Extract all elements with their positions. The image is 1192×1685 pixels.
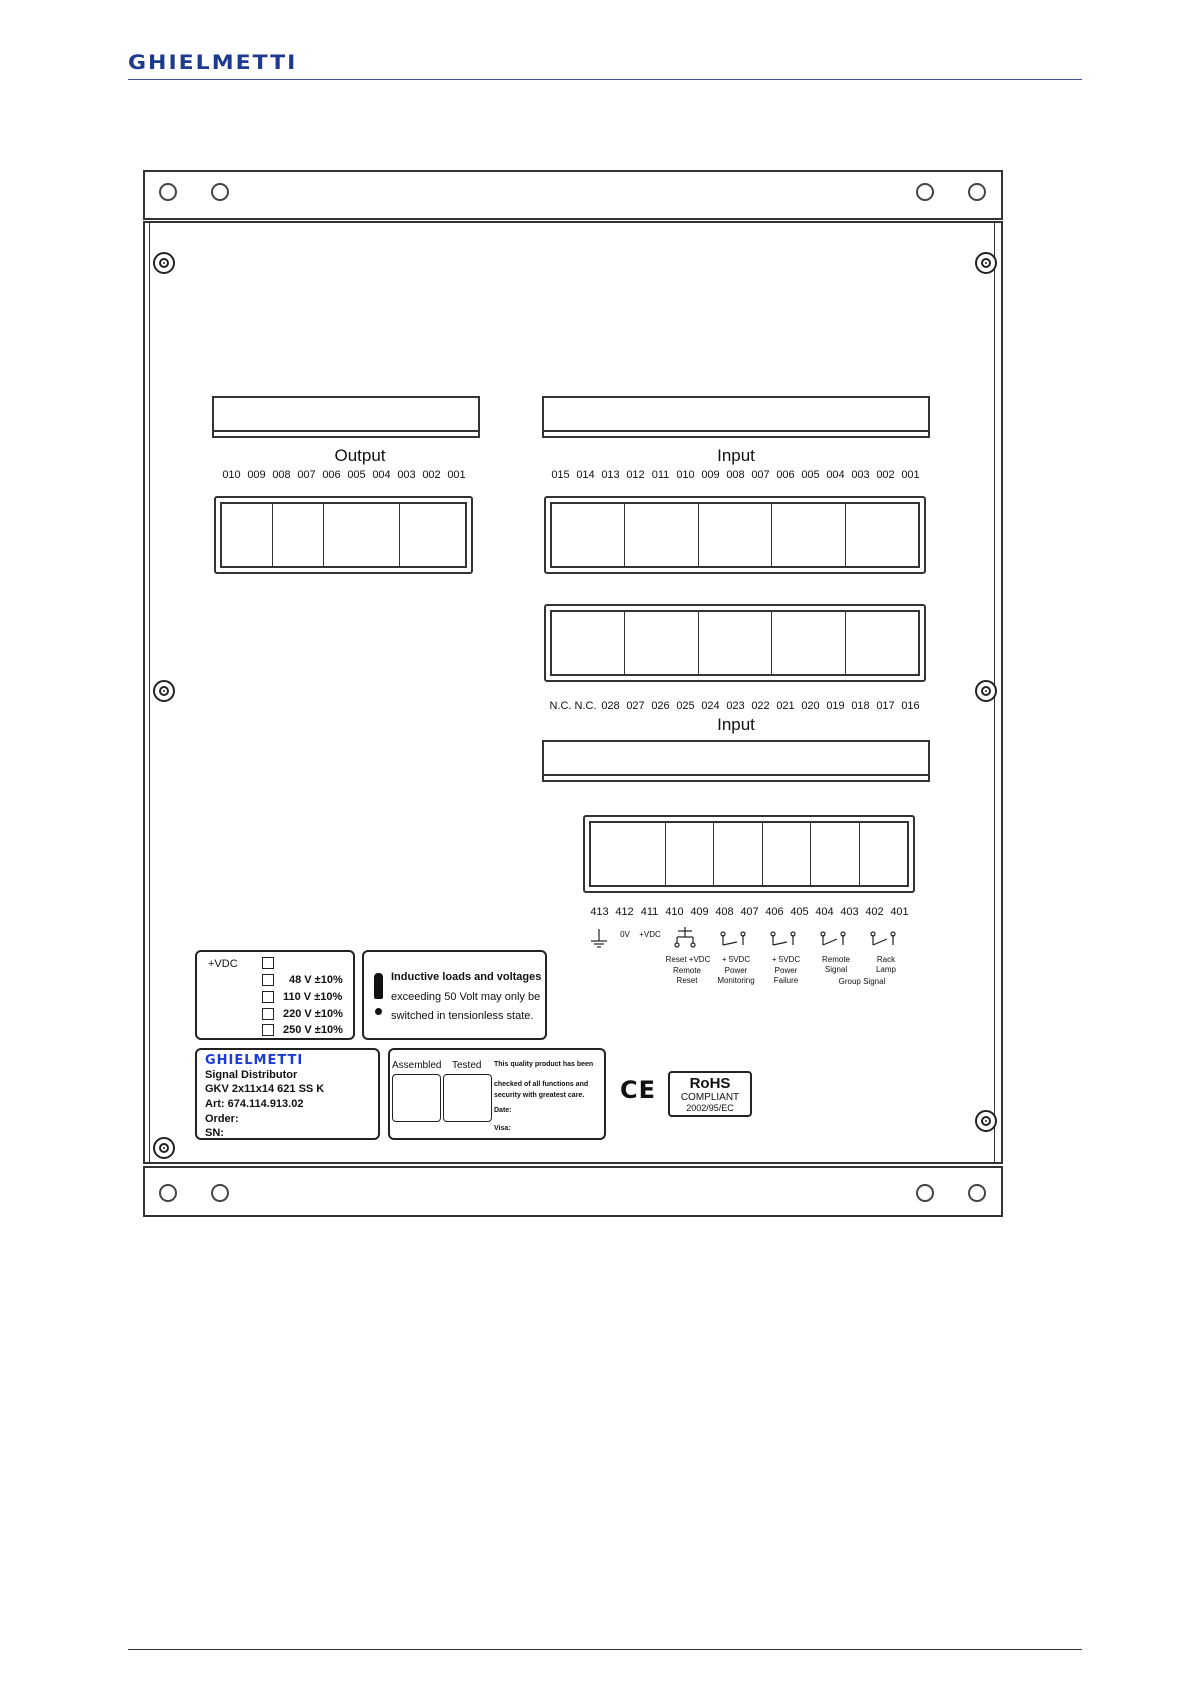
terminal-number: 413: [590, 906, 609, 918]
panel-screw: [975, 1110, 997, 1132]
warning-line-1: Inductive loads and voltages: [391, 971, 542, 983]
voltage-checkbox[interactable]: [262, 1008, 274, 1020]
terminal-number: 008: [272, 469, 291, 481]
terminal-number: 008: [726, 469, 745, 481]
rohs-badge: [668, 1071, 752, 1117]
voltage-selection-box: [195, 950, 355, 1040]
input-label-strip: [542, 396, 930, 438]
relay-contact-icon: [721, 932, 745, 945]
vdc-label: +VDC: [208, 958, 238, 970]
assembled-label: Assembled: [392, 1060, 442, 1071]
terminal-number: 010: [676, 469, 695, 481]
product-sn: SN:: [205, 1127, 224, 1139]
company-logo: GHIELMETTI: [128, 52, 298, 75]
input-title: Input: [717, 446, 755, 465]
assembled-stamp-box: [392, 1074, 441, 1122]
relay-contact-icon: [871, 932, 895, 945]
output-terminal-numbers: [219, 469, 469, 481]
product-logo: GHIELMETTI: [205, 1053, 304, 1068]
product-model: GKV 2x11x14 621 SS K: [205, 1083, 325, 1095]
terminal-number: 020: [801, 700, 820, 712]
terminal-number: 001: [901, 469, 920, 481]
plus-vdc-label: +VDC: [639, 930, 661, 939]
warning-box: [362, 950, 547, 1040]
mount-hole: [211, 183, 229, 201]
rohs-title: RoHS: [689, 1075, 731, 1092]
quality-text-1: This quality product has been: [494, 1061, 594, 1068]
product-order: Order:: [205, 1113, 239, 1125]
mount-hole: [968, 183, 986, 201]
ground-icon: [591, 929, 607, 947]
terminal-number: 010: [222, 469, 241, 481]
terminal-number: 018: [851, 700, 870, 712]
signal-terminal-block: [583, 815, 915, 893]
terminal-number: N.C.: [574, 700, 597, 712]
mount-hole: [916, 1184, 934, 1202]
voltage-checkbox[interactable]: [262, 974, 274, 986]
terminal-number: 406: [765, 906, 784, 918]
terminal-number: 405: [790, 906, 809, 918]
quality-text-2: checked of all functions and security with greatest care.: [494, 1081, 589, 1099]
relay-contact-icon: [771, 932, 795, 945]
reset-vdc-label: Reset +VDC: [665, 955, 711, 964]
terminal-number: 401: [890, 906, 909, 918]
terminal-number: 017: [876, 700, 895, 712]
zero-v-label: 0V: [620, 930, 630, 939]
tested-stamp-box: [443, 1074, 492, 1122]
terminal-number: 005: [347, 469, 366, 481]
product-art-number: Art: 674.114.913.02: [205, 1098, 304, 1110]
terminal-number: 404: [815, 906, 834, 918]
input-terminal-block-2: [544, 604, 926, 682]
terminal-number: 022: [751, 700, 770, 712]
terminal-number: 023: [726, 700, 745, 712]
rohs-compliant: COMPLIANT: [680, 1092, 740, 1103]
terminal-number: 007: [297, 469, 316, 481]
input2-terminal-numbers: [548, 700, 923, 712]
power-failure-voltage: + 5VDC: [771, 955, 801, 964]
terminal-number: 021: [776, 700, 795, 712]
tested-label: Tested: [452, 1060, 482, 1071]
terminal-number: 012: [626, 469, 645, 481]
panel-screw: [975, 252, 997, 274]
warning-line-2: exceeding 50 Volt may only be: [391, 991, 541, 1003]
top-rail: [143, 170, 1003, 220]
ce-mark: CE: [620, 1076, 657, 1104]
voltage-option: 250 V ±10%: [283, 1024, 343, 1036]
power-failure-label: Power Failure: [773, 966, 799, 985]
terminal-number: 412: [615, 906, 634, 918]
exclamation-icon: [374, 973, 383, 999]
terminal-number: 004: [372, 469, 391, 481]
terminal-number: 026: [651, 700, 670, 712]
panel-screw: [975, 680, 997, 702]
power-monitoring-label: Power Monitoring: [717, 966, 755, 985]
input-terminal-numbers: [548, 469, 923, 481]
terminal-number: 003: [851, 469, 870, 481]
mount-hole: [211, 1184, 229, 1202]
terminal-number: 011: [651, 469, 670, 481]
terminal-number: 025: [676, 700, 695, 712]
quality-visa: Visa:: [494, 1125, 511, 1132]
output-terminal-block: [214, 496, 473, 574]
power-monitoring-voltage: + 5VDC: [721, 955, 751, 964]
terminal-number: 016: [901, 700, 920, 712]
terminal-number: 013: [601, 469, 620, 481]
mount-hole: [916, 183, 934, 201]
product-name: Signal Distributor: [205, 1069, 298, 1081]
relay-contact-icon: [821, 932, 845, 945]
input2-label-strip: [542, 740, 930, 782]
rack-lamp-label: Rack Lamp: [875, 955, 896, 974]
input-terminal-block-1: [544, 496, 926, 574]
voltage-checkbox[interactable]: [262, 991, 274, 1003]
terminal-number: 009: [701, 469, 720, 481]
output-title: Output: [334, 446, 386, 465]
terminal-number: 001: [447, 469, 466, 481]
terminal-number: 019: [826, 700, 845, 712]
panel-screw: [153, 252, 175, 274]
voltage-option: 220 V ±10%: [283, 1008, 343, 1020]
terminal-number: 007: [751, 469, 770, 481]
terminal-number: 009: [247, 469, 266, 481]
terminal-number: 006: [776, 469, 795, 481]
exclamation-dot-icon: [375, 1008, 382, 1015]
panel-screw: [153, 1137, 175, 1159]
terminal-number: 014: [576, 469, 595, 481]
mount-hole: [159, 1184, 177, 1202]
voltage-checkbox[interactable]: [262, 957, 274, 969]
rohs-directive: 2002/95/EC: [686, 1103, 734, 1113]
terminal-number: 409: [690, 906, 709, 918]
terminal-number: 015: [551, 469, 570, 481]
terminal-number: 411: [640, 906, 659, 918]
signal-terminal-numbers: [587, 906, 912, 918]
warning-line-3: switched in tensionless state.: [391, 1010, 534, 1022]
group-signal-label: Group Signal: [838, 977, 886, 986]
quality-label: [388, 1048, 606, 1140]
quality-date: Date:: [494, 1107, 512, 1114]
voltage-checkbox[interactable]: [262, 1024, 274, 1036]
terminal-number: 402: [865, 906, 884, 918]
terminal-number: 002: [422, 469, 441, 481]
remote-signal-label: Remote Signal: [821, 955, 850, 974]
output-label-strip: [212, 396, 480, 438]
terminal-number: 024: [701, 700, 720, 712]
terminal-number: 002: [876, 469, 895, 481]
terminal-number: 005: [801, 469, 820, 481]
voltage-option: 110 V ±10%: [283, 991, 343, 1003]
mount-hole: [159, 183, 177, 201]
terminal-number: 004: [826, 469, 845, 481]
product-label: [195, 1048, 380, 1140]
panel-screw: [153, 680, 175, 702]
terminal-number: 407: [740, 906, 759, 918]
terminal-number: 028: [601, 700, 620, 712]
terminal-number: 408: [715, 906, 734, 918]
remote-reset-label: Remote Reset: [672, 966, 701, 985]
footer-divider: [128, 1649, 1082, 1650]
terminal-number: 410: [665, 906, 684, 918]
bottom-rail: [143, 1166, 1003, 1217]
terminal-number: N.C.: [549, 700, 572, 712]
voltage-option: 48 V ±10%: [289, 974, 343, 986]
header-divider: [128, 79, 1082, 80]
terminal-number: 027: [626, 700, 645, 712]
terminal-number: 403: [840, 906, 859, 918]
terminal-number: 006: [322, 469, 341, 481]
pushbutton-icon: [675, 927, 695, 947]
input2-title: Input: [717, 715, 755, 734]
mount-hole: [968, 1184, 986, 1202]
terminal-number: 003: [397, 469, 416, 481]
